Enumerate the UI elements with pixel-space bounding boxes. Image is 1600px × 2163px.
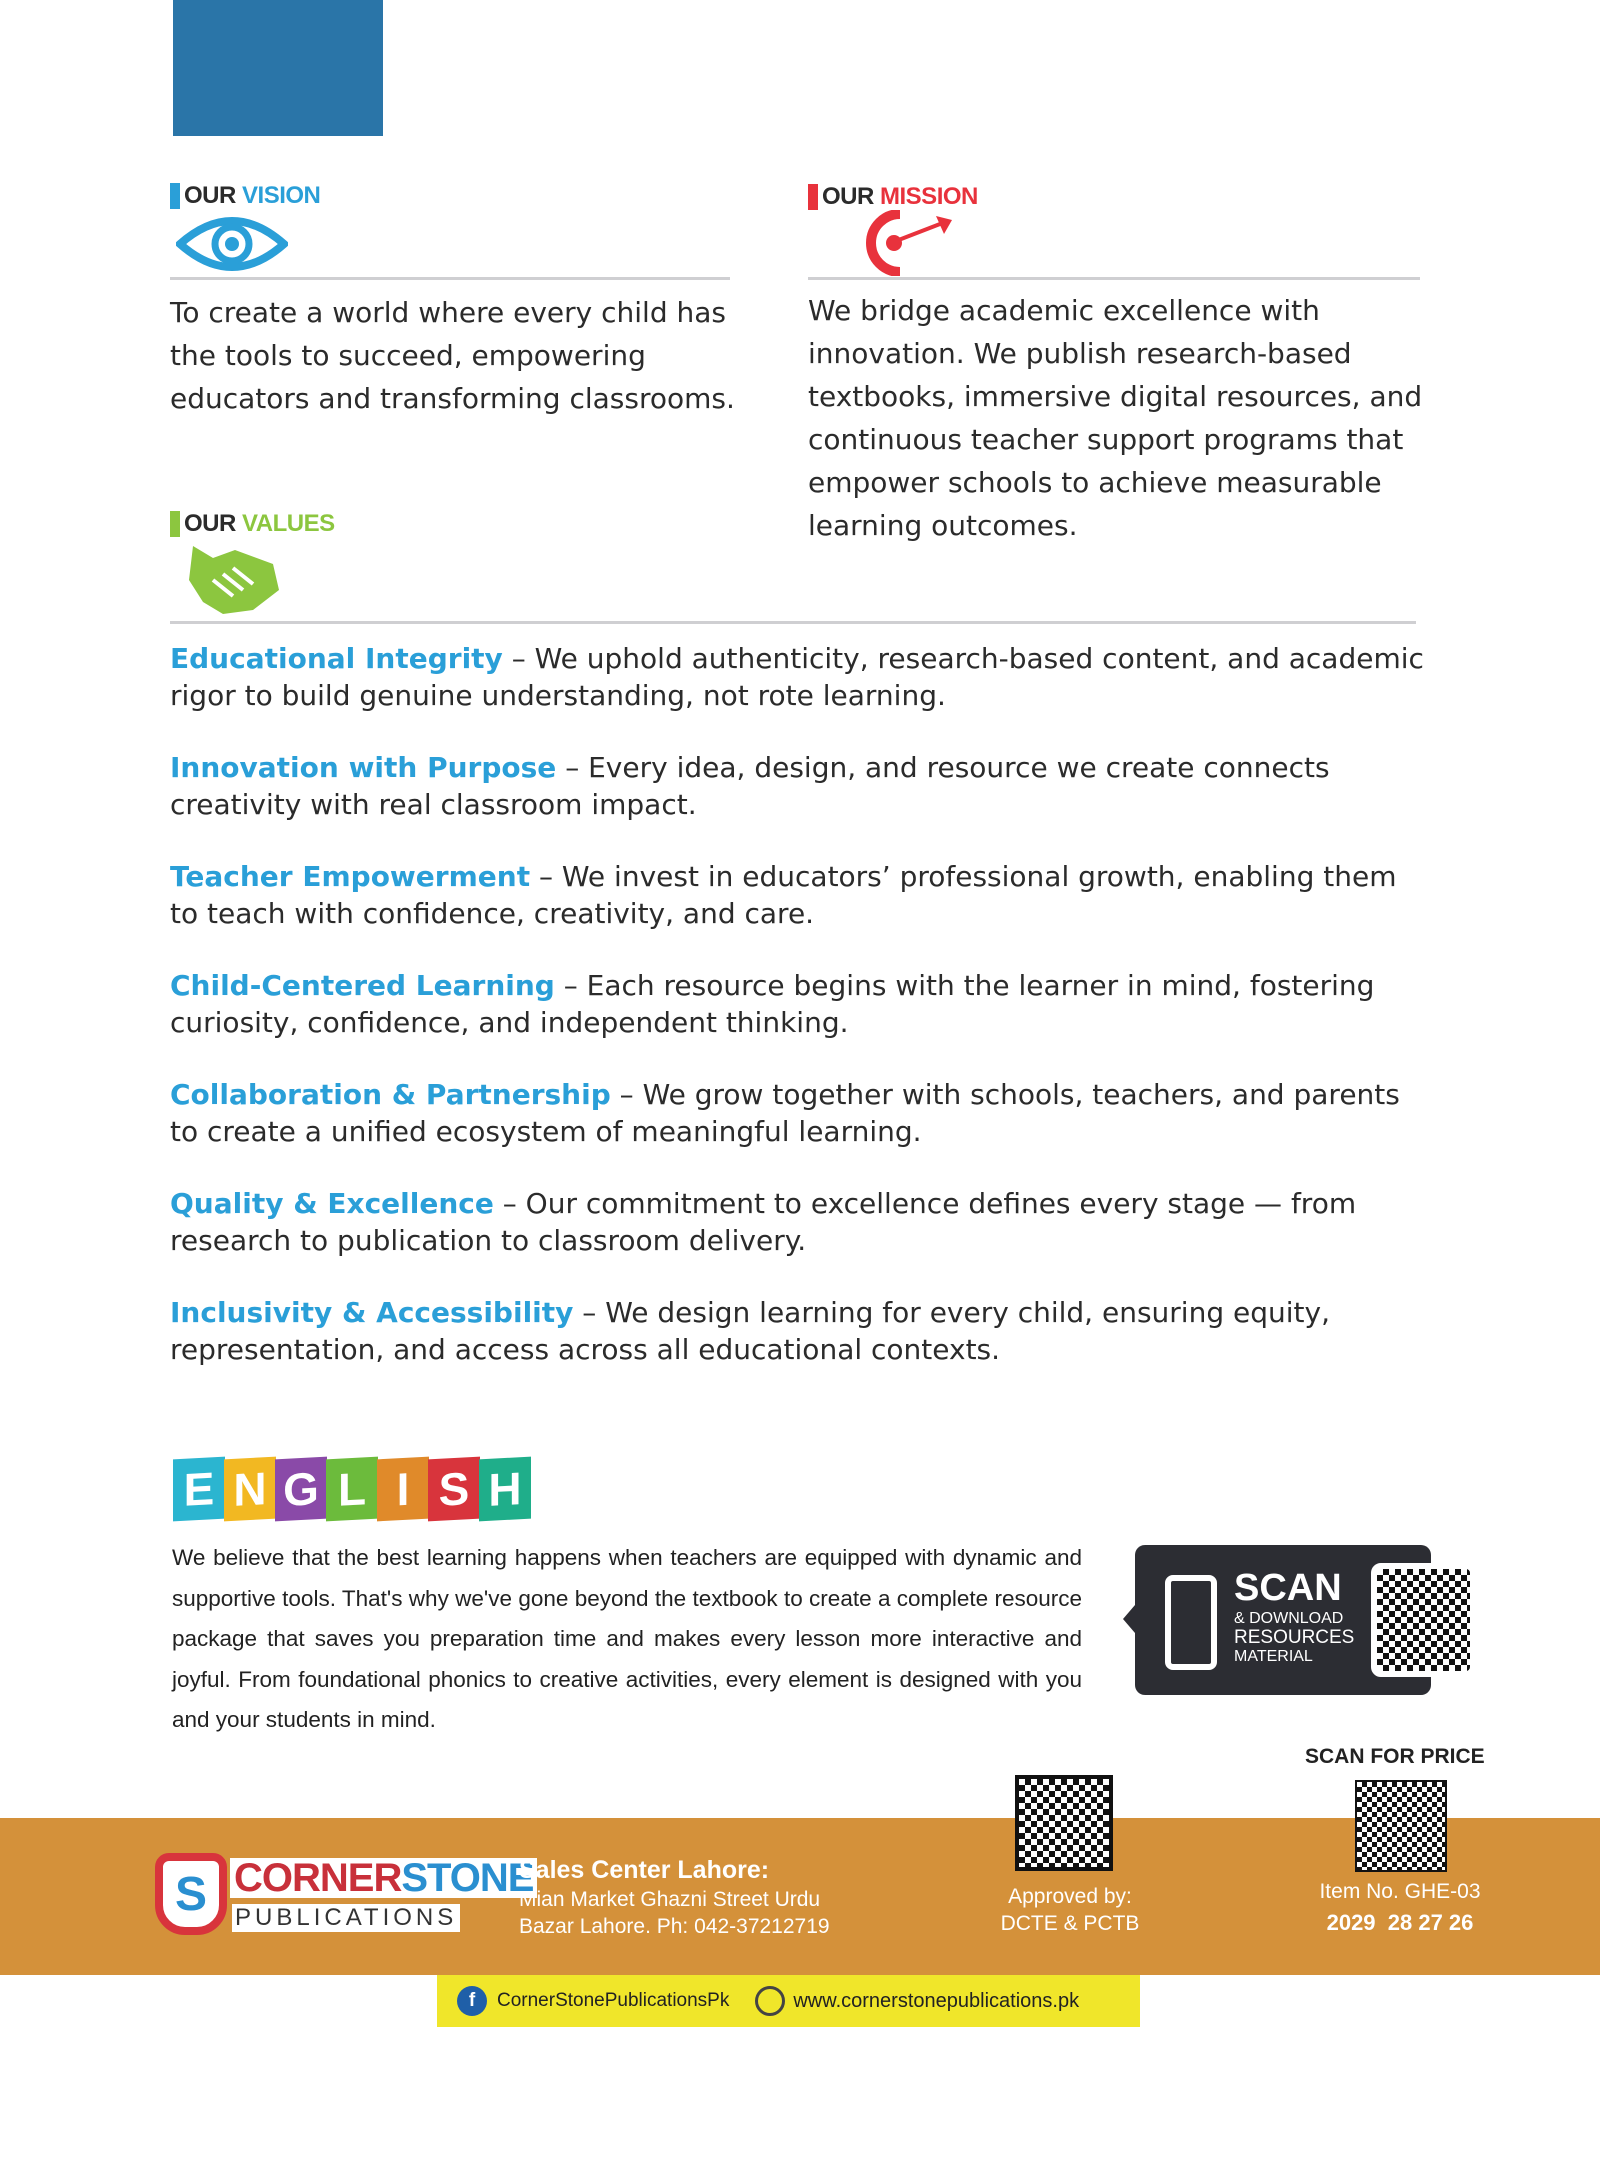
sales-address-line: Mian Market Ghazni Street Urdu: [519, 1888, 821, 1911]
social-links-bar: [437, 1975, 1140, 2027]
value-text: – We design learning for every child, ensuring equity, representation, and access across all educational contexts.: [170, 1296, 1330, 1366]
logo-publications: PUBLICATIONS: [232, 1904, 460, 1932]
value-item: [170, 967, 1430, 1041]
price-qr-code[interactable]: [1355, 1780, 1447, 1872]
english-letter: E: [173, 1457, 225, 1522]
value-text: – Our commitment to excellence defines every stage — from research to publication to classroom delivery.: [170, 1187, 1357, 1257]
values-divider: [170, 621, 1416, 624]
value-item: [170, 640, 1430, 714]
value-text: – Every idea, design, and resource we create connects creativity with real classroom impact.: [170, 751, 1330, 821]
scan-subtitle: [1234, 1609, 1354, 1666]
facebook-link[interactable]: CornerStonePublicationsPk: [497, 1990, 730, 2011]
value-item: [170, 858, 1430, 932]
vision-text: To create a world where every child has the tools to succeed, empowering educators and transforming classrooms.: [170, 296, 735, 415]
scan-line: MATERIAL: [1234, 1648, 1313, 1665]
english-logo: [173, 1458, 530, 1520]
value-text: – Each resource begins with the learner in mind, fostering curiosity, confidence, and independent thinking.: [170, 969, 1375, 1039]
value-text: – We invest in educators’ professional growth, enabling them to teach with confidence, creativity, and care.: [170, 860, 1397, 930]
scan-download-card[interactable]: [1135, 1545, 1431, 1695]
mission-divider: [808, 277, 1420, 280]
heading-vision: VISION: [242, 182, 321, 209]
english-letter: N: [224, 1457, 276, 1522]
value-name: Innovation with Purpose: [170, 751, 557, 784]
scan-for-price-label: SCAN FOR PRICE: [1305, 1745, 1485, 1768]
approved-by: DCTE & PCTB: [1000, 1912, 1140, 1935]
value-text: – We grow together with schools, teachers, and parents to create a unified ecosystem of meaningful learning.: [170, 1078, 1400, 1148]
scan-title: SCAN: [1234, 1567, 1342, 1609]
heading-our: OUR: [184, 182, 236, 209]
value-item: [170, 749, 1430, 823]
english-letter: I: [377, 1457, 429, 1522]
english-letter: S: [428, 1457, 480, 1522]
item-number: Item No. GHE-03: [1319, 1880, 1481, 1903]
scan-line: RESOURCES: [1234, 1627, 1355, 1648]
value-name: Child-Centered Learning: [170, 969, 555, 1002]
mission-text: We bridge academic excellence with innovation. We publish research-based textbooks, immersive digital resources, and continuous teacher support programs that empower schools to achieve measurable learning outcomes.: [808, 294, 1423, 542]
value-name: Collaboration & Partnership: [170, 1078, 611, 1111]
website-link[interactable]: www.cornerstonepublications.pk: [793, 1989, 1080, 2012]
vision-divider: [170, 277, 730, 280]
heading-mission: MISSION: [880, 183, 978, 210]
english-description: We believe that the best learning happens when teachers are equipped with dynamic and supportive tools. That's why we've gone beyond the textbook to create a complete resource package that saves you preparation time and makes every lesson more interactive and joyful. From foundational phonics to creative activities, every element is designed with you and your students in mind.: [172, 1545, 1082, 1732]
heading-our: OUR: [184, 510, 236, 537]
english-letter: H: [479, 1457, 531, 1522]
sales-center-title: Sales Center Lahore:: [519, 1856, 770, 1884]
scan-line: & DOWNLOAD: [1234, 1610, 1344, 1627]
resources-qr-code[interactable]: [1371, 1563, 1476, 1677]
value-item: [170, 1076, 1430, 1150]
facebook-icon: f: [457, 1986, 487, 2016]
phone-icon: [1165, 1575, 1217, 1670]
eye-icon: [176, 212, 288, 276]
approved-label: Approved by:: [1008, 1885, 1132, 1908]
value-item: [170, 1294, 1430, 1368]
english-letter: L: [326, 1457, 378, 1522]
value-name: Inclusivity & Accessibility: [170, 1296, 574, 1329]
value-item: [170, 1185, 1430, 1259]
value-text: – We uphold authenticity, research-based content, and academic rigor to build genuine understanding, not rote learning.: [170, 642, 1424, 712]
approval-qr-code[interactable]: [1015, 1775, 1113, 1871]
values-heading: [170, 510, 335, 538]
print-code: 2029 28 27 26: [1326, 1910, 1474, 1935]
heading-values: VALUES: [242, 510, 335, 537]
vision-heading: [170, 182, 320, 210]
english-letter: G: [275, 1457, 327, 1522]
globe-icon: [755, 1986, 785, 2016]
target-icon: [860, 210, 960, 276]
blue-corner-block: [173, 0, 383, 136]
value-name: Educational Integrity: [170, 642, 503, 675]
cornerstone-logo-mark: S: [155, 1853, 227, 1935]
sales-address-line: Bazar Lahore. Ph: 042-37212719: [519, 1915, 830, 1938]
mission-heading: [808, 183, 978, 211]
logo-corner: CORNER: [234, 1856, 402, 1900]
value-name: Teacher Empowerment: [170, 860, 531, 893]
heading-our: OUR: [822, 183, 874, 210]
cornerstone-logo-text: [230, 1858, 537, 1898]
value-name: Quality & Excellence: [170, 1187, 494, 1220]
logo-stone: STONE: [401, 1856, 534, 1900]
handshake-icon: [183, 540, 283, 616]
